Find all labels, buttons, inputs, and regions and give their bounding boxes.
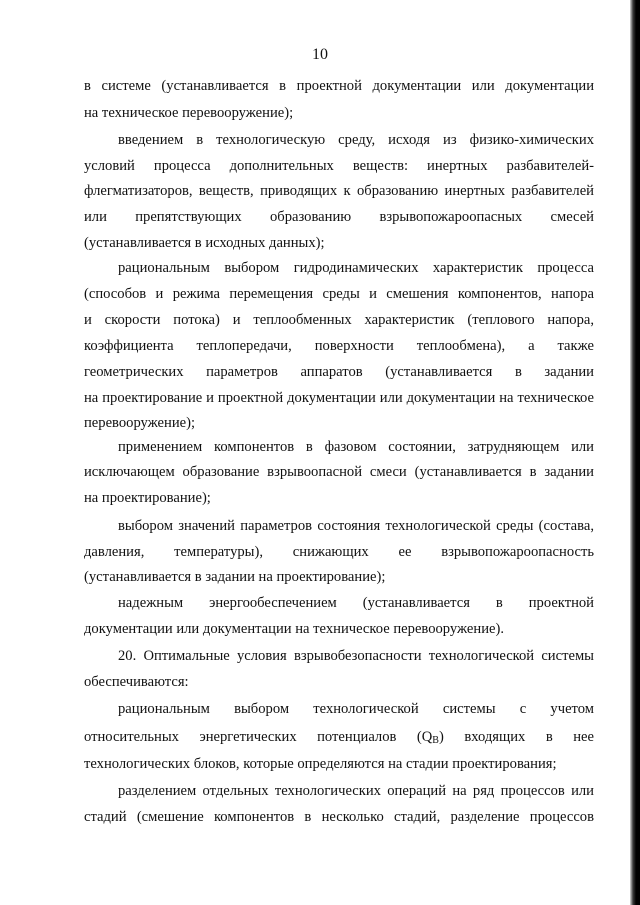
text-fragment: относительных энергетических потенциалов (Q (84, 729, 433, 745)
text-fragment: ) входящих в нее (438, 729, 594, 745)
text-line: документации или документации на техническое перевооружение). (84, 621, 504, 637)
text-line: на проектирование); (84, 490, 211, 506)
text-line: условий процесса дополнительных веществ: инертных разбавителей- (84, 158, 594, 174)
text-line: флегматизаторов, веществ, приводящих к образованию инертных разбавителей (84, 183, 594, 199)
text-line: надежным энергообеспечением (устанавливается в проектной (118, 595, 594, 611)
text-line: на проектирование и проектной документации или документации на техническое (84, 390, 594, 406)
text-line: рациональным выбором технологической системы с учетом (118, 701, 594, 717)
scan-edge (630, 0, 640, 905)
text-line: технологических блоков, которые определяются на стадии проектирования; (84, 756, 557, 772)
text-line: геометрических параметров аппаратов (устанавливается в задании (84, 364, 594, 380)
text-line: разделением отдельных технологических операций на ряд процессов или (118, 783, 594, 799)
text-line: (устанавливается в исходных данных); (84, 235, 325, 251)
text-line: введением в технологическую среду, исходя из физико-химических (118, 132, 594, 148)
text-line: давления, температуры), снижающих ее взрывопожароопасность (84, 544, 594, 560)
text-line: перевооружение); (84, 415, 196, 431)
text-line: на техническое перевооружение); (84, 105, 294, 121)
page-number: 10 (312, 46, 328, 63)
text-line: (устанавливается в задании на проектирование); (84, 569, 386, 585)
text-line: обеспечиваются: (84, 674, 189, 690)
text-line: рациональным выбором гидродинамических характеристик процесса (118, 260, 594, 276)
text-line: коэффициента теплопередачи, поверхности теплообмена), а также (84, 338, 594, 354)
text-line-formula (84, 727, 594, 751)
subscript: В (432, 735, 439, 746)
text-line: 20. Оптимальные условия взрывобезопасности технологической системы (118, 648, 594, 664)
text-line: в системе (устанавливается в проектной документации или документации (84, 78, 594, 94)
text-line: или препятствующих образованию взрывопожароопасных смесей (84, 209, 594, 225)
text-line: и скорости потока) и теплообменных характеристик (теплового напора, (84, 312, 594, 328)
text-line: стадий (смешение компонентов в несколько стадий, разделение процессов (84, 809, 594, 825)
text-line: применением компонентов в фазовом состоянии, затрудняющем или (118, 439, 594, 455)
text-line: выбором значений параметров состояния технологической среды (состава, (118, 518, 594, 534)
text-line: (способов и режима перемещения среды и смешения компонентов, напора (84, 286, 594, 302)
text-line: исключающем образование взрывоопасной смеси (устанавливается в задании (84, 464, 594, 480)
